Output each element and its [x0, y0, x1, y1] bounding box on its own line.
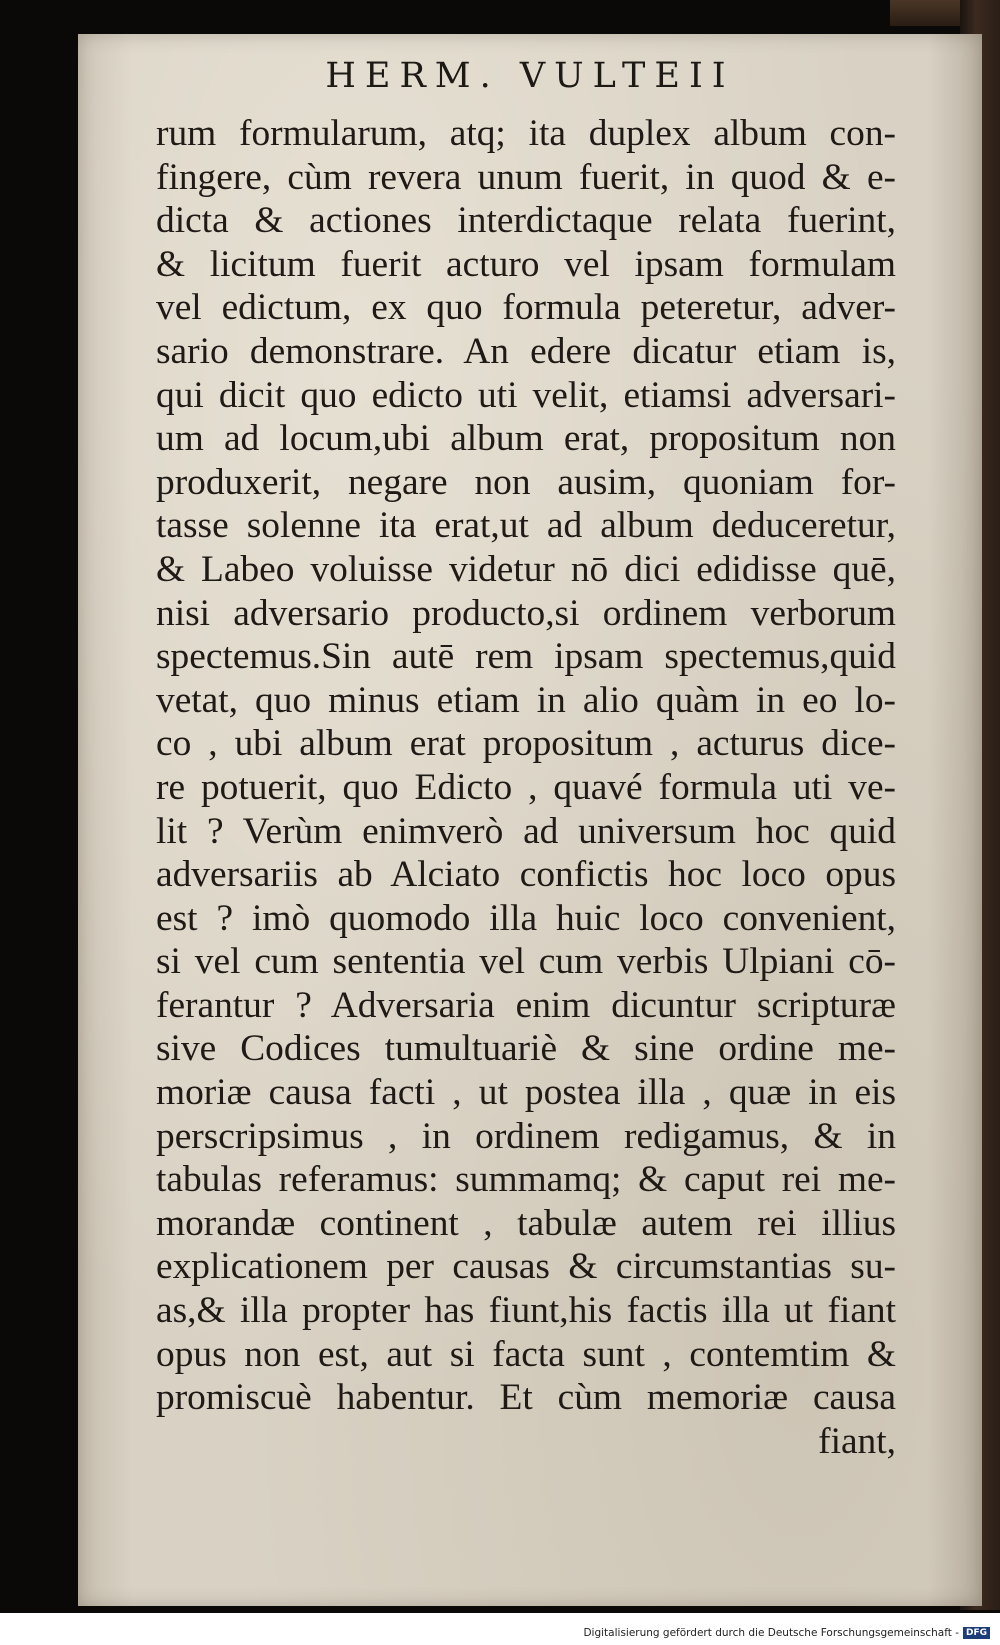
text-line: co , ubi album erat propositum , acturus dice-	[156, 723, 896, 765]
text-line: fingere, cùm revera unum fuerit, in quod & e-	[156, 156, 896, 198]
text-line: ferantur ? Adversaria enim dicuntur scripturæ	[156, 984, 896, 1026]
text-line: adversariis ab Alciato confictis hoc loco opus	[156, 854, 896, 896]
footer-bar	[0, 1613, 1000, 1645]
text-line: sario demonstrare. An edere dicatur etiam is,	[156, 330, 896, 372]
dfg-logo: DFG	[963, 1627, 990, 1639]
text-line: qui dicit quo edicto uti velit, etiamsi adversari-	[156, 374, 896, 416]
text-line: vetat, quo minus etiam in alio quàm in eo lo-	[156, 679, 896, 721]
text-line: perscripsimus , in ordinem redigamus, & in	[156, 1115, 896, 1157]
text-line: sive Codices tumultuariè & sine ordine me-	[156, 1028, 896, 1070]
text-line: moriæ causa facti , ut postea illa , quæ in eis	[156, 1072, 896, 1114]
text-line: nisi adversario producto,si ordinem verborum	[156, 592, 896, 634]
text-line: & licitum fuerit acturo vel ipsam formulam	[156, 243, 896, 285]
text-line: opus non est, aut si facta sunt , contemtim &	[156, 1333, 896, 1375]
text-line: vel edictum, ex quo formula peteretur, adver-	[156, 287, 896, 329]
book-page	[78, 34, 982, 1606]
text-line: dicta & actiones interdictaque relata fuerint,	[156, 200, 896, 242]
text-line: re potuerit, quo Edicto , quavé formula uti ve-	[156, 766, 896, 808]
text-line: tabulas referamus: summamq; & caput rei me-	[156, 1159, 896, 1201]
funding-credit	[583, 1627, 990, 1639]
text-line: morandæ continent , tabulæ autem rei illius	[156, 1202, 896, 1244]
catchword: fiant,	[818, 1420, 896, 1462]
text-line: tasse solenne ita erat,ut ad album deduceretur,	[156, 505, 896, 547]
running-head: HERM. VULTEII	[325, 56, 735, 96]
text-line: rum formularum, atq; ita duplex album con-	[156, 113, 896, 154]
funding-credit-text: Digitalisierung gefördert durch die Deutsche Forschungsgemeinschaft -	[583, 1627, 959, 1639]
text-line: produxerit, negare non ausim, quoniam for-	[156, 461, 896, 503]
text-line: promiscuè habentur. Et cùm memoriæ causa	[156, 1377, 896, 1419]
text-line: & Labeo voluisse videtur nō dici edidisse quē,	[156, 548, 896, 590]
text-line: um ad locum,ubi album erat, propositum non	[156, 418, 896, 460]
text-line: as,& illa propter has fiunt,his factis illa ut fiant	[156, 1290, 896, 1332]
text-line: lit ? Verùm enimverò ad universum hoc quid	[156, 810, 896, 852]
text-line: spectemus.Sin autē rem ipsam spectemus,quid	[156, 636, 896, 678]
text-line: si vel cum sententia vel cum verbis Ulpiani cō-	[156, 941, 896, 983]
text-line: est ? imò quomodo illa huic loco convenient,	[156, 897, 896, 939]
body-text	[156, 112, 896, 1463]
text-line: explicationem per causas & circumstantias su-	[156, 1246, 896, 1288]
